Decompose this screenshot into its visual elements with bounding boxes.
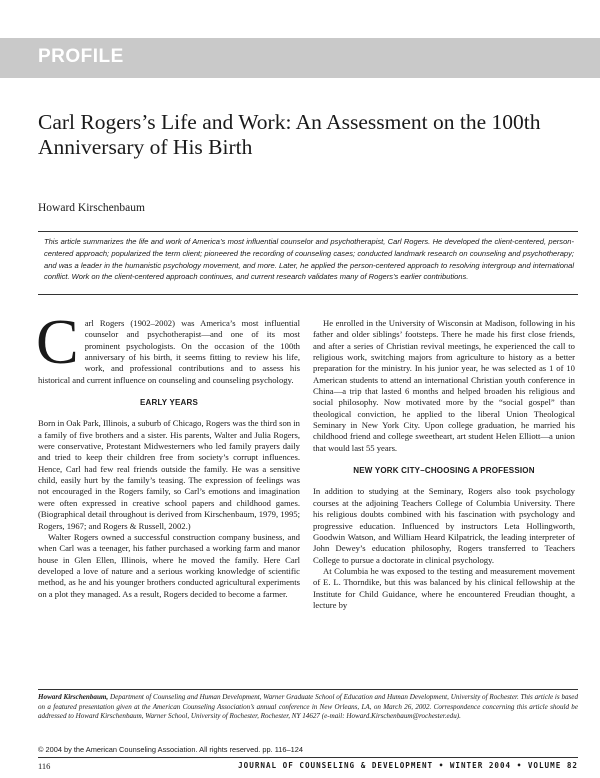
footnote-author-name: Howard Kirschenbaum,	[38, 693, 109, 701]
abstract-bottom-rule	[38, 294, 578, 295]
body-paragraph: He enrolled in the University of Wisconsin at Madison, following in his father and older siblings’ footsteps. There he made his first close friends, and after a series of Christian revival meetings, he experienced the call to religious work, switching majors from agriculture to history as a better preparation for the ministry. In his junior year, he was selected as 1 of 10 American students to attend an international Christian youth conference in China—a trip that lasted 6 months and helped broaden his religious and social philosophy. Now motivated more by the “social gospel” than theological conviction, he applied to the liberal Union Theological Seminary in New York City. Upon college graduation, he married his childhood friend and college sweetheart, art student Helen Elliott—a union that would last 55 years.	[313, 318, 575, 453]
body-paragraph: At Columbia he was exposed to the testing and measurement movement of E. L. Thorndike, but this was balanced by his clinical fellowship at the Institute for Child Guidance, where he encountered Freudian thought, a lecture by	[313, 565, 575, 610]
copyright-line: © 2004 by the American Counseling Association. All rights reserved. pp. 116–124	[38, 745, 303, 754]
article-title: Carl Rogers’s Life and Work: An Assessment on the 100th Anniversary of His Birth	[38, 110, 541, 159]
section-banner	[0, 38, 600, 78]
heading-early-years: EARLY YEARS	[139, 398, 199, 408]
heading-new-york-city: NEW YORK CITY–CHOOSING A PROFESSION	[353, 466, 535, 476]
body-paragraph: In addition to studying at the Seminary, Rogers also took psychology courses at the adjoining Teachers College of Columbia University. There his religious doubts combined with his fascination with psychology and progressive education. Influenced by instructors Leta Hollingworth, Goodwin Watson, and William Heard Kilpatrick, the leading interpreter of John Dewey’s education philosophy, Rogers transferred to Teachers College to pursue a doctorate in clinical psychology.	[313, 486, 575, 565]
left-column	[36, 306, 300, 600]
section-label: PROFILE	[38, 46, 124, 67]
footnote-rule	[38, 689, 578, 690]
footnote-text: Department of Counseling and Human Development, Warner Graduate School of Education and Human Development, University of Rochester. This article is based on a featured presentation given at the American Counseling Association’s annual conference in New Orleans, LA, on March 26, 2002. Correspondence concerning this article should be addressed to Howard Kirschenbaum, Warner School, University of Rochester, Rochester, NY 14627 (e-mail: Howard.Kirschenbaum@rochester.edu).	[38, 693, 578, 721]
right-column	[313, 318, 575, 611]
page-number: 116	[38, 761, 51, 771]
author-footnote	[38, 693, 578, 722]
abstract: This article summarizes the life and work of America’s most influential counselor and psychotherapist, Carl Rogers. He developed the client-centered, person-centered approach; popularized the term client; pioneered the recording of counseling cases; conducted landmark research on counseling and psychotherapy; and was a leader in the humanistic psychology movement, and more. Later, he applied the person-centered approach to resolving intergroup and international conflict. Work on the client-centered approach continues, and current research validates many of Rogers’s earlier contributions.	[44, 237, 574, 282]
body-paragraph: Born in Oak Park, Illinois, a suburb of Chicago, Rogers was the third son in a family of five brothers and a sister. His parents, Walter and Julia Rogers, were conservative, Protestant Midwesterners who led family prayers daily and tried to keep their children free from society’s corrupt influences. Hence, Carl had few real friends outside the family. He was a sensitive child, easily hurt by the family’s teasing. The expression of feelings was not encouraged in the Rogers family, so Carl’s emotions and imagination were often expressed in creative school papers and childhood games. (Biographical detail throughout is derived from Kirschenbaum, 1979, 1995; Rogers, 1967; and Rogers & Russell, 2002.)	[38, 418, 300, 531]
footer-rule	[38, 757, 578, 758]
abstract-top-rule	[38, 231, 578, 232]
article-author: Howard Kirschenbaum	[38, 202, 145, 214]
body-paragraph: Walter Rogers owned a successful construction company business, and when Carl was a teenager, his father purchased a working farm and manor house in Glen Ellen, Illinois, where he moved the family. Here Carl developed a love of nature and a serious working knowledge of scientific method, as he and his younger brothers conducted agricultural experiments on a plot they managed. As a result, Rogers decided to become a farmer.	[38, 531, 300, 599]
intro-text: arl Rogers (1902–2002) was America’s most influential counselor and psychotherapist—and one of its most prominent psychologists. On the occasion of the 100th anniversary of his birth, it seems fitting to review his life, work, and professional contributions and to assess his historical and current influence on counseling and counseling psychology.	[38, 318, 300, 385]
drop-cap: C	[36, 306, 79, 377]
journal-running-footer: JOURNAL OF COUNSELING & DEVELOPMENT • WINTER 2004 • VOLUME 82	[238, 761, 578, 770]
intro-paragraph	[36, 306, 300, 386]
